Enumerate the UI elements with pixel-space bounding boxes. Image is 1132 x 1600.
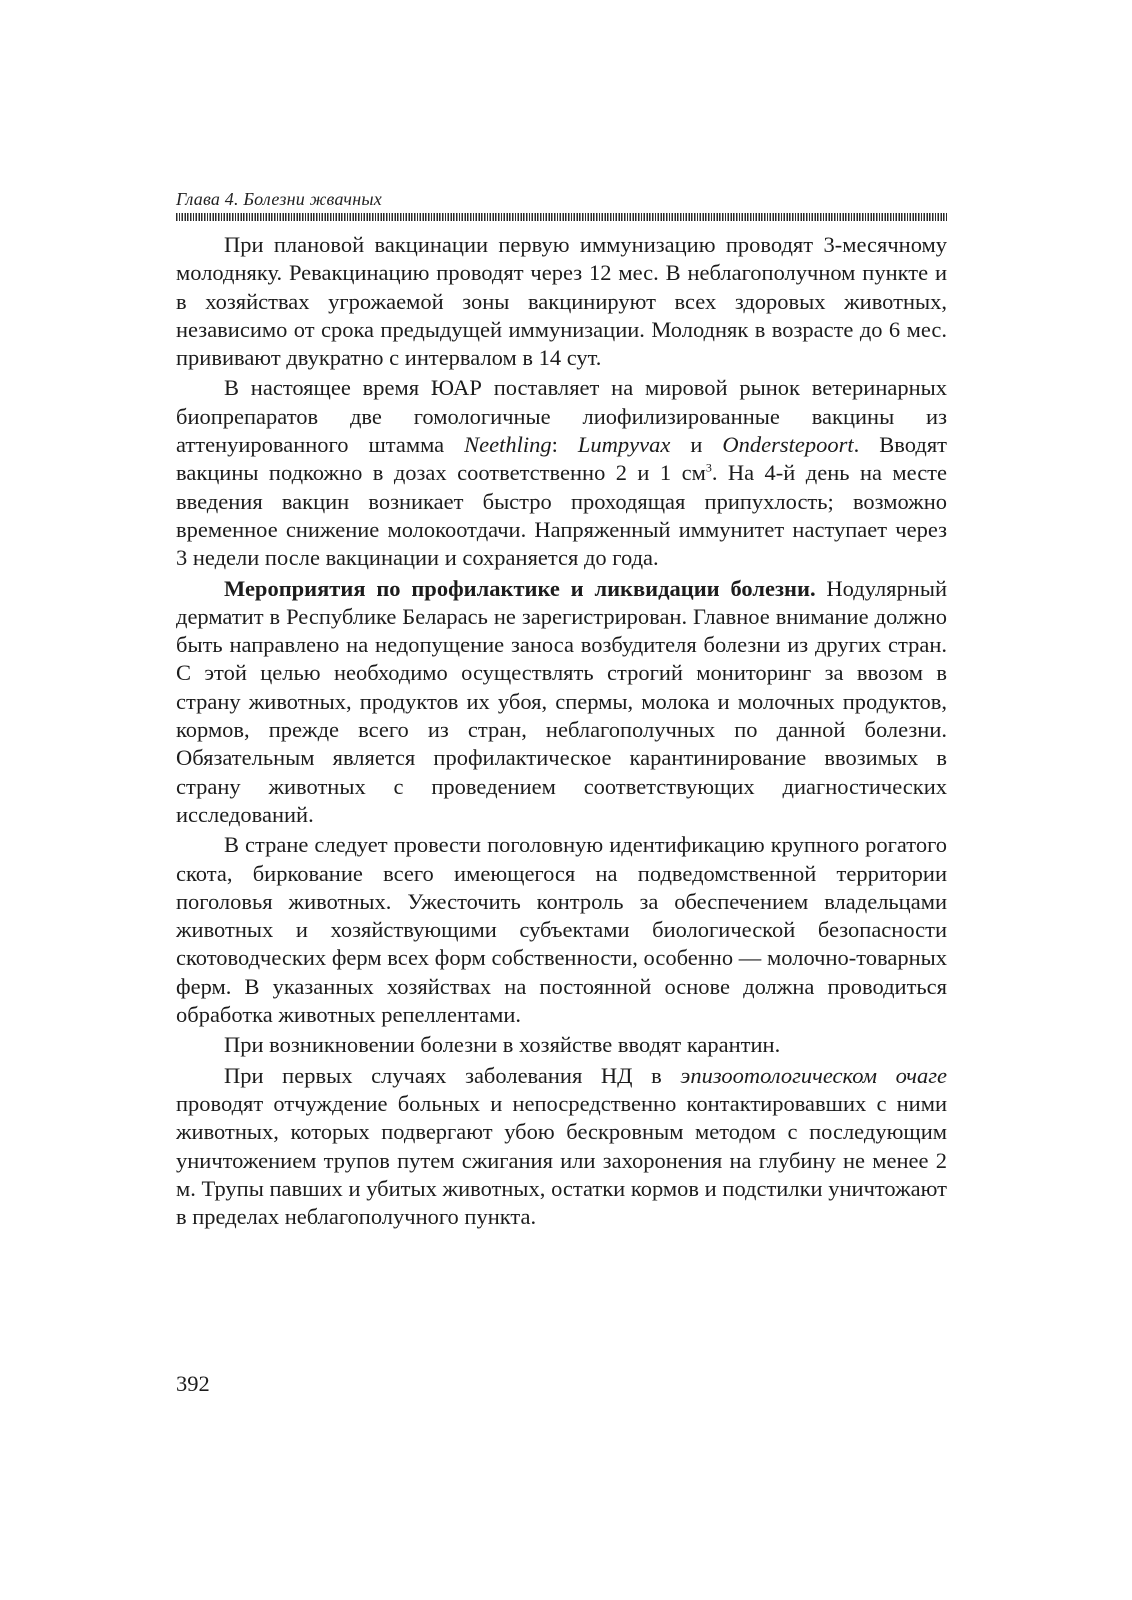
vaccine-name: Lumpyvax — [577, 432, 671, 458]
paragraph-identification: В стране следует провести поголовную идентификацию крупного рогатого скота, биркование всего имеющегося на подведомственной территории поголовья животных. Ужесточить контроль за обеспечением владельцами животных и хозяйствующими субъектами биологической безопасности скотоводческих ферм всех форм собственности, особенно — молочно-товарных ферм. В указанных хозяйствах на постоянной основе должна проводиться обработка животных репеллентами. — [176, 832, 947, 1028]
text-span: : — [551, 432, 578, 458]
strain-name: Neethling — [464, 432, 552, 458]
text-span: В настоящее время ЮАР поставляет на мировой рынок ветеринарных биопрепаратов две гомологичные лиофилизированные вакцины из аттенуированного штамма — [176, 375, 947, 458]
text-span: Нодулярный дерматит в Республике Беларась не зарегистрирован. Главное внимание должно быть направлено на недопущение заноса возбудителя болезни из других стран. С этой целью необходимо осуществлять строгий мониторинг за ввозом в страну животных, продуктов их убоя, спермы, молока и молочных продуктов, кормов, прежде всего из стран, неблагополучных по данной болезни. Обязательным является профилактическое карантинирование ввозимых в страну животных с проведением соответствующих диагностических исследований. — [176, 575, 947, 827]
text-span: проводят отчуждение больных и непосредственно контактировавших с ними животных, которых подвергают убою бескровным методом с последующим уничтожением трупов путем сжигания или захоронения на глубину не менее 2 м. Трупы павших и убитых животных, остатки кормов и подстилки уничтожают в пределах неблагополучного пункта. — [176, 1090, 947, 1230]
paragraph-quarantine: При возникновении болезни в хозяйстве вводят карантин. — [224, 1032, 781, 1058]
paragraph-outbreak-measures — [176, 1062, 947, 1232]
text-span: . Вводят вакцины подкожно в дозах соответственно 2 и 1 см — [176, 432, 947, 486]
book-page — [176, 188, 947, 1428]
header-rule — [176, 213, 947, 221]
paragraph-vaccines — [176, 374, 947, 572]
italic-term: эпизоотологическом очаге — [680, 1062, 948, 1088]
text-span: и — [670, 432, 723, 458]
vaccine-name: Onderstepoort — [722, 432, 854, 458]
section-heading: Мероприятия по профилактике и ликвидации болезни. — [224, 575, 816, 601]
running-head: Глава 4. Болезни жвачных — [176, 189, 382, 209]
paragraph-prevention-measures — [176, 575, 947, 830]
text-span: При первых случаях заболевания НД в — [224, 1062, 681, 1088]
body-text — [176, 231, 947, 1231]
paragraph-vaccination-schedule: При плановой вакцинации первую иммунизацию проводят 3-месячному молодняку. Ревакцинацию проводят через 12 мес. В неблагополучном пункте и в хозяйствах угрожаемой зоны вакцинируют всех здоровых животных, независимо от срока предыдущей иммунизации. Молодняк в возрасте до 6 мес. прививают двукратно с интервалом в 14 сут. — [176, 232, 947, 371]
text-span: . На 4-й день на месте введения вакцин возникает быстро проходящая припухлость; возможно временное снижение молокоотдачи. Напряженный иммунитет наступает через 3 недели после вакцинации и сохраняется до года. — [176, 460, 948, 571]
page-number: 392 — [176, 1371, 210, 1396]
superscript: 3 — [705, 460, 712, 475]
